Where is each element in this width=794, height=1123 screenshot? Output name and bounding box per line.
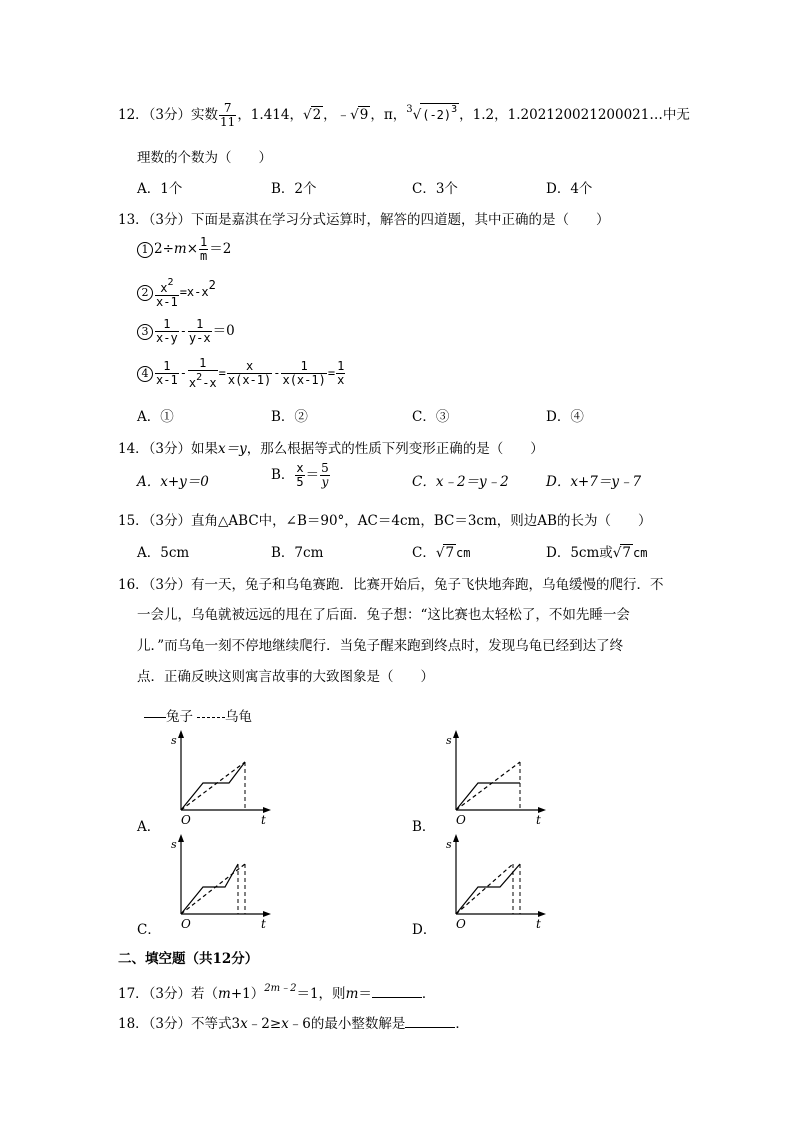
- q13-option-b: B．②: [271, 409, 308, 425]
- axis-t-label: t: [261, 917, 266, 931]
- q16-graph-d: [440, 832, 550, 932]
- solid-line-icon: [144, 717, 166, 718]
- axis-s-label: s: [446, 734, 452, 747]
- q16-line3: 儿．”而乌龟一刻不停地继续爬行．当兔子醒来跑到终点时，发现乌龟已经到达了终: [137, 638, 624, 654]
- q13-item-1: 1 2÷m× $\frac{1}{m}$ ＝2: [137, 236, 231, 263]
- q16-graph-c: [165, 832, 275, 932]
- dashed-line-icon: [197, 717, 225, 718]
- q16-graph-label-d: D．: [412, 922, 437, 938]
- sqrt-icon: √: [412, 107, 422, 123]
- q14-option-c: C．x﹣2＝y﹣2: [412, 474, 509, 490]
- q13-item-4: 4 $\frac{1}{x-1}$ - $\frac{1}{x^2-x}$ = $\frac{x}{x(x-1)}$ - $\frac{1}{x(x-1)}$ = $\frac{1}{x}$: [137, 357, 346, 390]
- origin-label: O: [456, 917, 466, 931]
- q15-option-c: C．√7 cm: [412, 545, 471, 561]
- axis-s-label: s: [171, 838, 177, 851]
- q14-stem: 14．（3分）如果x＝y，那么根据等式的性质下列变形正确的是（ ）: [118, 441, 544, 457]
- q15-option-b: B．7cm: [271, 545, 324, 561]
- q13-option-d: D．④: [546, 409, 584, 425]
- origin-label: O: [181, 813, 191, 827]
- q12-line1: 12．（3分）实数 $\frac{7}{11}$ ，1.414，√2 ，﹣√9 ，π，$^3√(-2)^3$ ，1.2，1.202120021200021…中无: [118, 101, 690, 129]
- q16-graph-label-a: A．: [137, 819, 161, 835]
- q12-option-d: D．4个: [546, 181, 593, 197]
- q16-line4: 点．正确反映这则寓言故事的大致图象是（ ）: [137, 669, 434, 685]
- q18-answer-blank[interactable]: [405, 1015, 455, 1028]
- axis-s-label: s: [446, 838, 452, 851]
- q14-option-a: A．x+y＝0: [137, 474, 209, 490]
- q12-option-a: A．1个: [137, 181, 183, 197]
- axis-t-label: t: [536, 813, 541, 827]
- sqrt-icon: √: [350, 107, 359, 123]
- q15-stem: 15．（3分）直角△ABC中，∠B＝90°，AC＝4cm，BC＝3cm，则边AB的长为（ ）: [118, 513, 652, 529]
- q13-item-2: 2 $\frac{x^2}{x-1}$ =x-x2: [137, 276, 216, 309]
- q12-prefix: 12．（3分）实数: [118, 107, 219, 123]
- q13-item-3: 3 $\frac{1}{x-y}$ - $\frac{1}{y-x}$ ＝0: [137, 318, 235, 345]
- sqrt-icon: √: [435, 545, 445, 561]
- q17-line: 17．（3分）若$(m+1)^{2m﹣2}=1$，则m＝ ．: [118, 983, 436, 1002]
- axis-s-label: s: [171, 734, 177, 747]
- q12-fraction: $\frac{7}{11}$: [220, 101, 236, 129]
- q16-graph-label-b: B．: [412, 819, 436, 835]
- axis-t-label: t: [536, 917, 541, 931]
- q12-option-b: B．2个: [271, 181, 317, 197]
- q15-option-d: D．5cm或√7 cm: [546, 545, 648, 561]
- q16-graph-a: [165, 728, 275, 828]
- q12-line2: 理数的个数为（ ）: [137, 150, 272, 166]
- origin-label: O: [456, 813, 466, 827]
- q16-graph-label-c: C．: [137, 922, 161, 938]
- section-title: 二、填空题（共12分）: [118, 951, 259, 967]
- sqrt-icon: √: [302, 107, 312, 123]
- q16-legend: 兔子 乌龟: [144, 705, 252, 725]
- q16-line2: 一会儿，乌龟就被远远的甩在了后面．兔子想：“这比赛也太轻松了，不如先睡一会: [137, 607, 630, 623]
- q17-answer-blank[interactable]: [372, 985, 422, 998]
- origin-label: O: [181, 917, 191, 931]
- q18-line: 18．（3分）不等式3x﹣2≥x﹣6的最小整数解是 ．: [118, 1016, 469, 1032]
- axis-t-label: t: [261, 813, 266, 827]
- q13-option-a: A．①: [137, 409, 174, 425]
- q14-option-d: D．x+7＝y﹣7: [546, 474, 642, 490]
- sqrt-icon: √: [612, 545, 622, 561]
- q16-graph-b: [440, 728, 550, 828]
- q15-option-a: A．5cm: [137, 545, 190, 561]
- q13-option-c: C．③: [412, 409, 450, 425]
- q12-option-c: C．3个: [412, 181, 458, 197]
- q16-line1: 16．（3分）有一天，兔子和乌龟赛跑．比赛开始后，兔子飞快地奔跑，乌龟缓慢的爬行．不: [118, 577, 664, 593]
- q13-stem: 13．（3分）下面是嘉淇在学习分式运算时，解答的四道题，其中正确的是（ ）: [118, 212, 610, 228]
- q14-option-b: B． $\frac{x}{5}$ ＝ $\frac{5}{y}$: [271, 461, 329, 489]
